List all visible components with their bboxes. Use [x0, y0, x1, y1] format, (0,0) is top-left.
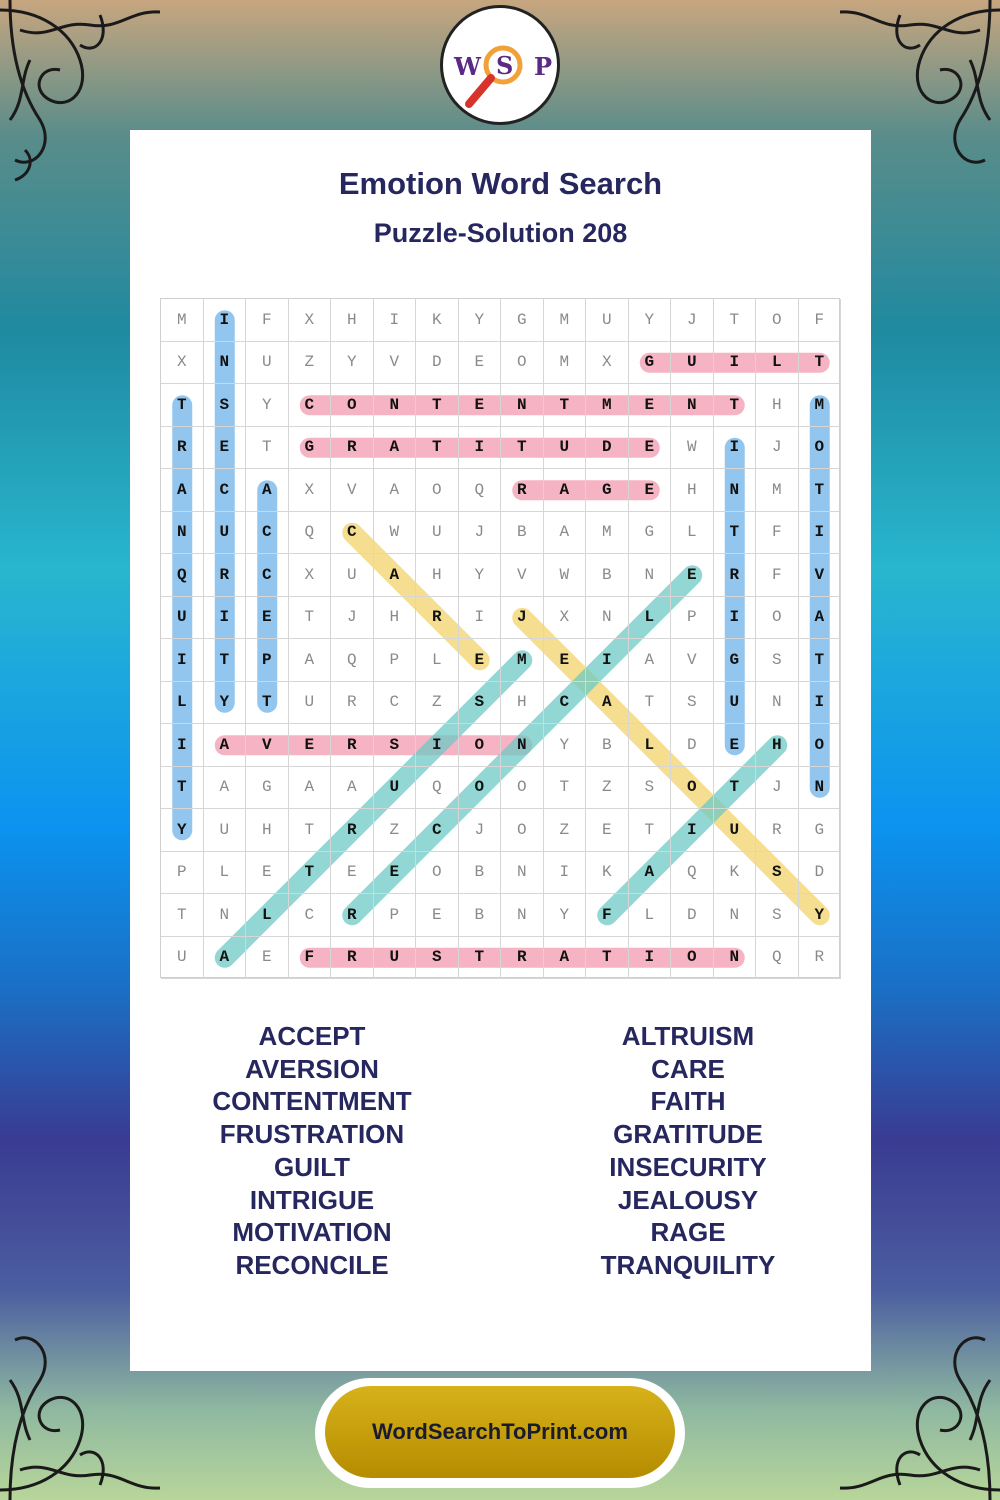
grid-cell[interactable]: R — [331, 427, 374, 470]
grid-cell[interactable]: T — [714, 767, 757, 810]
grid-cell[interactable]: A — [544, 937, 587, 980]
grid-cell[interactable]: O — [501, 809, 544, 852]
grid-cell[interactable]: X — [289, 554, 332, 597]
grid-cell[interactable]: T — [629, 682, 672, 725]
grid-cell[interactable]: S — [629, 767, 672, 810]
grid-cell[interactable]: O — [501, 767, 544, 810]
grid-cell[interactable]: T — [459, 937, 502, 980]
grid-cell[interactable]: K — [416, 299, 459, 342]
grid-cell[interactable]: R — [161, 427, 204, 470]
grid-cell[interactable]: L — [629, 597, 672, 640]
grid-cell[interactable]: I — [161, 639, 204, 682]
grid-cell[interactable]: P — [246, 639, 289, 682]
grid-cell[interactable]: C — [204, 469, 247, 512]
grid-cell[interactable]: T — [289, 809, 332, 852]
grid-cell[interactable]: E — [331, 852, 374, 895]
grid-cell[interactable]: L — [629, 724, 672, 767]
grid-cell[interactable]: H — [416, 554, 459, 597]
grid-cell[interactable]: I — [544, 852, 587, 895]
grid-cell[interactable]: E — [459, 384, 502, 427]
grid-cell[interactable]: A — [289, 767, 332, 810]
grid-cell[interactable]: L — [629, 894, 672, 937]
grid-cell[interactable]: Y — [459, 299, 502, 342]
word-list-item: CARE — [651, 1053, 725, 1084]
grid-cell[interactable]: A — [799, 597, 842, 640]
grid-cell[interactable]: U — [714, 682, 757, 725]
grid-cell[interactable]: E — [544, 639, 587, 682]
grid-cell[interactable]: T — [544, 384, 587, 427]
grid-cell[interactable]: E — [416, 894, 459, 937]
grid-cell[interactable]: S — [204, 384, 247, 427]
grid-cell[interactable]: F — [799, 299, 842, 342]
grid-cell[interactable]: A — [629, 639, 672, 682]
grid-cell[interactable]: T — [289, 852, 332, 895]
grid-cell[interactable]: O — [416, 852, 459, 895]
grid-cell[interactable]: P — [671, 597, 714, 640]
grid-cell[interactable]: T — [161, 894, 204, 937]
grid-cell[interactable]: I — [416, 724, 459, 767]
grid-cell[interactable]: F — [289, 937, 332, 980]
word-list-item: RECONCILE — [235, 1249, 389, 1280]
grid-cell[interactable]: Q — [161, 554, 204, 597]
grid-cell[interactable]: T — [416, 384, 459, 427]
grid-cell[interactable]: Y — [544, 894, 587, 937]
grid-cell[interactable]: U — [246, 342, 289, 385]
grid-cell[interactable]: L — [246, 894, 289, 937]
grid-cell[interactable]: I — [629, 937, 672, 980]
word-list-item: FAITH — [650, 1086, 726, 1117]
grid-cell[interactable]: R — [714, 554, 757, 597]
grid-cell[interactable]: G — [586, 469, 629, 512]
grid-cell[interactable]: A — [374, 554, 417, 597]
grid-cell[interactable]: A — [374, 427, 417, 470]
grid-cell[interactable]: A — [246, 469, 289, 512]
grid-cell[interactable]: Z — [416, 682, 459, 725]
word-list-item: INSECURITY — [609, 1151, 767, 1182]
grid-cell[interactable]: E — [629, 427, 672, 470]
grid-cell[interactable]: S — [756, 852, 799, 895]
grid-cell[interactable]: X — [161, 342, 204, 385]
grid-cell[interactable]: T — [714, 299, 757, 342]
grid-cell[interactable]: D — [671, 724, 714, 767]
grid-cell[interactable]: B — [501, 512, 544, 555]
grid-cell[interactable]: I — [799, 682, 842, 725]
grid-cell[interactable]: Q — [289, 512, 332, 555]
page-title: Emotion Word Search — [338, 166, 663, 201]
grid-cell[interactable]: Q — [331, 639, 374, 682]
grid-cell[interactable]: T — [799, 342, 842, 385]
grid-cell[interactable]: C — [246, 554, 289, 597]
grid-cell[interactable]: I — [586, 639, 629, 682]
word-list-item: JEALOUSY — [617, 1184, 759, 1215]
grid-cell[interactable]: O — [671, 767, 714, 810]
word-list-item: TRANQUILITY — [600, 1249, 776, 1280]
grid-cell[interactable]: G — [289, 427, 332, 470]
grid-cell[interactable]: Y — [331, 342, 374, 385]
grid-cell[interactable]: N — [714, 894, 757, 937]
grid-cell[interactable]: I — [459, 427, 502, 470]
grid-cell[interactable]: H — [331, 299, 374, 342]
site-link[interactable]: WordSearchToPrint.com — [325, 1386, 675, 1478]
grid-cell[interactable]: U — [161, 597, 204, 640]
grid-cell[interactable]: I — [204, 597, 247, 640]
grid-cell[interactable]: V — [331, 469, 374, 512]
letter-cells — [161, 299, 841, 979]
grid-cell[interactable]: R — [331, 682, 374, 725]
grid-cell[interactable]: Q — [416, 767, 459, 810]
grid-cell[interactable]: E — [289, 724, 332, 767]
grid-cell[interactable]: I — [204, 299, 247, 342]
grid-cell[interactable]: N — [161, 512, 204, 555]
grid-cell[interactable]: H — [756, 724, 799, 767]
grid-cell[interactable]: P — [374, 894, 417, 937]
grid-cell[interactable]: O — [459, 724, 502, 767]
grid-cell[interactable]: R — [501, 469, 544, 512]
grid-cell[interactable]: E — [459, 342, 502, 385]
grid-cell[interactable]: M — [544, 342, 587, 385]
grid-cell[interactable]: O — [756, 597, 799, 640]
grid-cell[interactable]: I — [714, 597, 757, 640]
grid-cell[interactable]: P — [161, 852, 204, 895]
grid-cell[interactable]: N — [501, 894, 544, 937]
grid-cell[interactable]: O — [416, 469, 459, 512]
grid-cell[interactable]: X — [289, 469, 332, 512]
grid-cell[interactable]: F — [756, 554, 799, 597]
grid-cell[interactable]: A — [204, 937, 247, 980]
word-list-item: AVERSION — [245, 1053, 379, 1084]
grid-cell[interactable]: Y — [629, 299, 672, 342]
grid-cell[interactable]: Y — [204, 682, 247, 725]
grid-cell[interactable]: N — [714, 469, 757, 512]
grid-cell[interactable]: C — [416, 809, 459, 852]
grid-cell[interactable]: S — [756, 639, 799, 682]
grid-cell[interactable]: V — [501, 554, 544, 597]
grid-cell[interactable]: T — [246, 682, 289, 725]
grid-cell[interactable]: X — [586, 342, 629, 385]
grid-cell[interactable]: T — [714, 512, 757, 555]
word-list-left — [162, 1020, 462, 1282]
grid-cell[interactable]: L — [161, 682, 204, 725]
wsp-logo[interactable] — [440, 5, 560, 125]
grid-cell[interactable]: U — [714, 809, 757, 852]
grid-cell[interactable]: D — [416, 342, 459, 385]
grid-cell[interactable]: R — [331, 724, 374, 767]
grid-cell[interactable]: Q — [756, 937, 799, 980]
grid-cell[interactable]: E — [246, 597, 289, 640]
grid-cell[interactable]: B — [459, 894, 502, 937]
grid-cell[interactable]: X — [544, 597, 587, 640]
grid-cell[interactable]: N — [501, 724, 544, 767]
grid-cell[interactable]: U — [374, 937, 417, 980]
grid-cell[interactable]: U — [161, 937, 204, 980]
grid-cell[interactable]: T — [204, 639, 247, 682]
grid-cell[interactable]: F — [246, 299, 289, 342]
grid-cell[interactable]: O — [501, 342, 544, 385]
word-list-item: FRUSTRATION — [219, 1119, 405, 1150]
grid-cell[interactable]: C — [289, 894, 332, 937]
grid-cell[interactable]: T — [246, 427, 289, 470]
grid-cell[interactable]: D — [586, 427, 629, 470]
grid-cell[interactable]: E — [204, 427, 247, 470]
grid-cell[interactable]: M — [799, 384, 842, 427]
grid-cell[interactable]: A — [289, 639, 332, 682]
grid-cell[interactable]: V — [246, 724, 289, 767]
word-list-item: ACCEPT — [258, 1021, 366, 1051]
grid-cell[interactable]: I — [714, 342, 757, 385]
grid-cell[interactable]: D — [799, 852, 842, 895]
grid-cell[interactable]: G — [799, 809, 842, 852]
word-list-item: GRATITUDE — [613, 1119, 763, 1150]
grid-cell[interactable]: U — [374, 767, 417, 810]
grid-cell[interactable]: V — [799, 554, 842, 597]
grid-cell[interactable]: R — [416, 597, 459, 640]
grid-cell[interactable]: I — [374, 299, 417, 342]
grid-cell[interactable]: A — [544, 469, 587, 512]
grid-cell[interactable]: Q — [671, 852, 714, 895]
word-list-item: GUILT — [273, 1151, 351, 1182]
word-list-item: RAGE — [650, 1217, 726, 1248]
logo-letter-p: P — [534, 52, 553, 81]
grid-cell[interactable]: Z — [289, 342, 332, 385]
grid-cell[interactable]: A — [586, 682, 629, 725]
grid-cell[interactable]: S — [671, 682, 714, 725]
grid-cell[interactable]: T — [161, 767, 204, 810]
grid-cell[interactable]: I — [459, 597, 502, 640]
grid-cell[interactable]: R — [756, 809, 799, 852]
grid-cell[interactable]: M — [586, 384, 629, 427]
grid-cell[interactable]: E — [629, 384, 672, 427]
grid-cell[interactable]: J — [459, 512, 502, 555]
grid-cell[interactable]: R — [204, 554, 247, 597]
word-list-item: ALTRUISM — [621, 1021, 755, 1051]
grid-cell[interactable]: G — [629, 512, 672, 555]
grid-cell[interactable]: S — [416, 937, 459, 980]
grid-cell[interactable]: Y — [799, 894, 842, 937]
grid-cell[interactable]: X — [289, 299, 332, 342]
grid-cell[interactable]: F — [756, 512, 799, 555]
grid-cell[interactable]: E — [246, 852, 289, 895]
grid-cell[interactable]: C — [374, 682, 417, 725]
grid-cell[interactable]: Y — [246, 384, 289, 427]
grid-cell[interactable]: D — [671, 894, 714, 937]
grid-cell[interactable]: R — [331, 809, 374, 852]
grid-cell[interactable]: M — [501, 639, 544, 682]
grid-cell[interactable]: C — [246, 512, 289, 555]
grid-cell[interactable]: T — [161, 384, 204, 427]
grid-cell[interactable]: M — [544, 299, 587, 342]
grid-cell[interactable]: T — [629, 809, 672, 852]
word-list-right — [538, 1020, 838, 1282]
grid-cell[interactable]: Y — [459, 554, 502, 597]
grid-cell[interactable]: T — [799, 469, 842, 512]
grid-cell[interactable]: J — [501, 597, 544, 640]
grid-cell[interactable]: C — [331, 512, 374, 555]
grid-cell[interactable]: E — [374, 852, 417, 895]
grid-cell[interactable]: T — [799, 639, 842, 682]
grid-cell[interactable]: N — [756, 682, 799, 725]
grid-cell[interactable]: M — [586, 512, 629, 555]
grid-cell[interactable]: N — [629, 554, 672, 597]
grid-cell[interactable]: Z — [544, 809, 587, 852]
page-subtitle: Puzzle-Solution 208 — [373, 218, 628, 248]
grid-cell[interactable]: J — [459, 809, 502, 852]
grid-cell[interactable]: T — [501, 427, 544, 470]
grid-cell[interactable]: R — [799, 937, 842, 980]
grid-cell[interactable]: J — [756, 767, 799, 810]
grid-cell[interactable]: U — [331, 554, 374, 597]
grid-cell[interactable]: V — [374, 342, 417, 385]
grid-cell[interactable]: T — [586, 937, 629, 980]
grid-cell[interactable]: L — [204, 852, 247, 895]
grid-cell[interactable]: E — [586, 809, 629, 852]
grid-cell[interactable]: O — [799, 427, 842, 470]
grid-cell[interactable]: J — [756, 427, 799, 470]
grid-cell[interactable]: U — [204, 512, 247, 555]
grid-cell[interactable]: H — [246, 809, 289, 852]
grid-cell[interactable]: W — [374, 512, 417, 555]
grid-cell[interactable]: A — [161, 469, 204, 512]
grid-cell[interactable]: A — [544, 512, 587, 555]
grid-cell[interactable]: A — [204, 724, 247, 767]
grid-cell[interactable]: Y — [161, 809, 204, 852]
grid-cell[interactable]: B — [586, 724, 629, 767]
grid-cell[interactable]: Q — [459, 469, 502, 512]
grid-cell[interactable]: I — [161, 724, 204, 767]
grid-cell[interactable]: T — [714, 384, 757, 427]
grid-cell[interactable]: N — [501, 852, 544, 895]
grid-cell[interactable]: S — [756, 894, 799, 937]
grid-cell[interactable]: H — [501, 682, 544, 725]
grid-cell[interactable]: H — [756, 384, 799, 427]
grid-cell[interactable]: E — [459, 639, 502, 682]
footer-badge[interactable] — [315, 1378, 685, 1488]
grid-cell[interactable]: L — [416, 639, 459, 682]
grid-cell[interactable]: I — [671, 809, 714, 852]
grid-cell[interactable]: N — [204, 894, 247, 937]
grid-cell[interactable]: W — [671, 427, 714, 470]
grid-cell[interactable]: U — [416, 512, 459, 555]
grid-cell[interactable]: M — [161, 299, 204, 342]
grid-cell[interactable]: N — [714, 937, 757, 980]
grid-cell[interactable]: B — [586, 554, 629, 597]
grid-cell[interactable]: H — [374, 597, 417, 640]
grid-cell[interactable]: S — [459, 682, 502, 725]
grid-cell[interactable]: J — [671, 299, 714, 342]
grid-cell[interactable]: S — [374, 724, 417, 767]
grid-cell[interactable]: L — [671, 512, 714, 555]
grid-cell[interactable]: U — [204, 809, 247, 852]
grid-cell[interactable]: E — [629, 469, 672, 512]
grid-cell[interactable]: O — [799, 724, 842, 767]
grid-cell[interactable]: A — [374, 469, 417, 512]
grid-cell[interactable]: W — [544, 554, 587, 597]
grid-cell[interactable]: T — [289, 597, 332, 640]
grid-cell[interactable]: M — [756, 469, 799, 512]
grid-cell[interactable]: B — [459, 852, 502, 895]
grid-cell[interactable]: U — [544, 427, 587, 470]
grid-cell[interactable]: O — [756, 299, 799, 342]
grid-cell[interactable]: T — [544, 767, 587, 810]
grid-cell[interactable]: R — [501, 937, 544, 980]
grid-cell[interactable]: A — [629, 852, 672, 895]
grid-cell[interactable]: G — [501, 299, 544, 342]
grid-cell[interactable]: N — [671, 384, 714, 427]
word-list-item: MOTIVATION — [232, 1217, 392, 1248]
grid-cell[interactable]: Y — [544, 724, 587, 767]
grid-cell[interactable]: P — [374, 639, 417, 682]
grid-cell[interactable]: N — [586, 597, 629, 640]
grid-cell[interactable]: N — [501, 384, 544, 427]
grid-cell[interactable]: R — [331, 894, 374, 937]
grid-cell[interactable]: F — [586, 894, 629, 937]
grid-cell[interactable]: O — [331, 384, 374, 427]
grid-cell[interactable]: A — [204, 767, 247, 810]
logo-letter-s: S — [496, 51, 514, 80]
grid-cell[interactable]: T — [416, 427, 459, 470]
grid-cell[interactable]: Z — [374, 809, 417, 852]
grid-cell[interactable]: E — [671, 554, 714, 597]
grid-cell[interactable]: G — [629, 342, 672, 385]
grid-cell[interactable]: Z — [586, 767, 629, 810]
logo-letter-w: W — [454, 52, 481, 81]
grid-cell[interactable]: L — [756, 342, 799, 385]
grid-cell[interactable]: E — [246, 937, 289, 980]
grid-cell[interactable]: V — [671, 639, 714, 682]
grid-cell[interactable]: G — [714, 639, 757, 682]
word-list-item: CONTENTMENT — [212, 1086, 412, 1117]
grid-cell[interactable]: N — [204, 342, 247, 385]
grid-cell[interactable]: R — [331, 937, 374, 980]
word-list-item: INTRIGUE — [249, 1184, 375, 1215]
grid-cell[interactable]: G — [246, 767, 289, 810]
grid-cell[interactable]: E — [714, 724, 757, 767]
grid-cell[interactable]: U — [289, 682, 332, 725]
grid-cell[interactable]: N — [374, 384, 417, 427]
grid-cell[interactable]: K — [714, 852, 757, 895]
grid-cell[interactable]: O — [459, 767, 502, 810]
grid-cell[interactable]: H — [671, 469, 714, 512]
grid-cell[interactable]: J — [331, 597, 374, 640]
grid-cell[interactable]: K — [586, 852, 629, 895]
grid-cell[interactable]: O — [671, 937, 714, 980]
grid-cell[interactable]: I — [714, 427, 757, 470]
grid-cell[interactable]: U — [671, 342, 714, 385]
grid-cell[interactable]: C — [289, 384, 332, 427]
grid-cell[interactable]: U — [586, 299, 629, 342]
grid-cell[interactable]: N — [799, 767, 842, 810]
grid-cell[interactable]: I — [799, 512, 842, 555]
grid-cell[interactable]: A — [331, 767, 374, 810]
word-search-grid — [160, 298, 840, 978]
grid-cell[interactable]: C — [544, 682, 587, 725]
